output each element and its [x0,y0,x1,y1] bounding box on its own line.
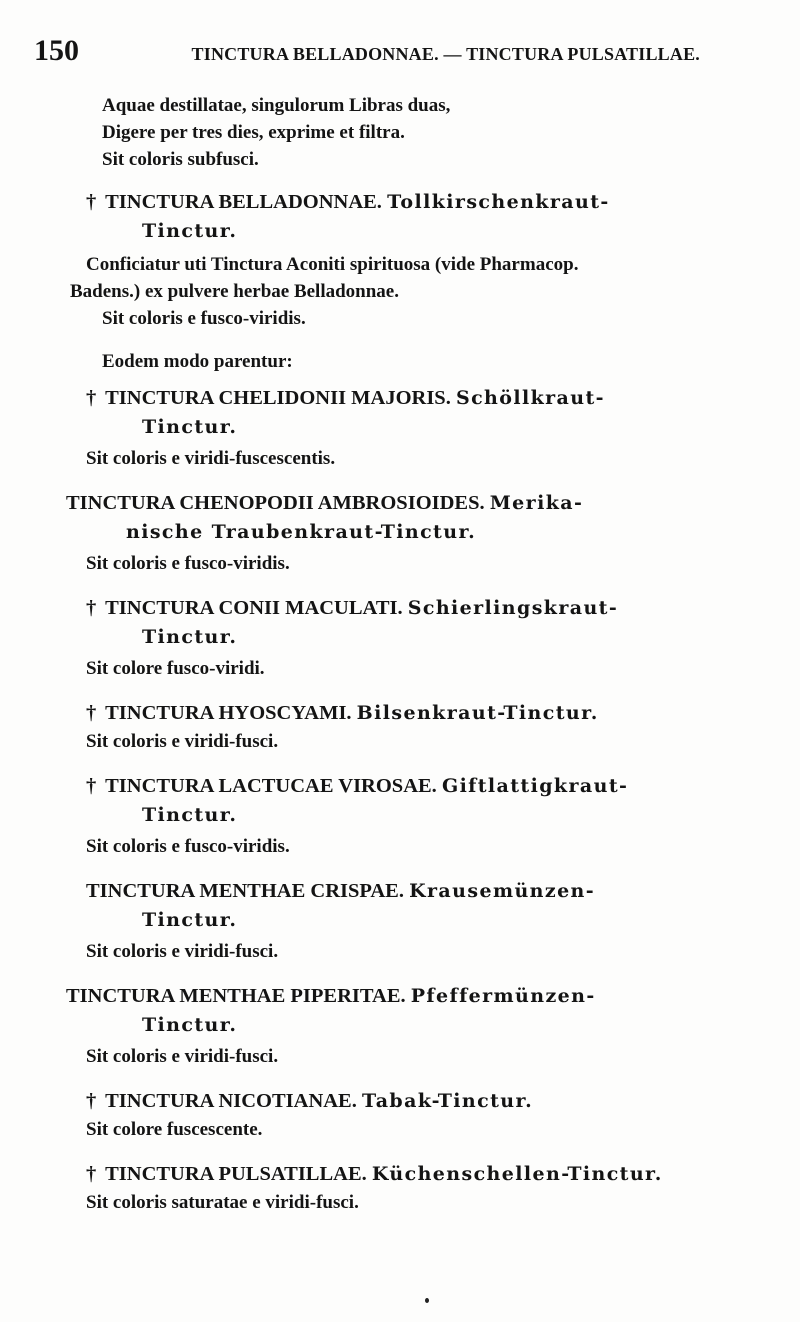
dagger-mark: † [86,387,97,409]
body-line: Sit coloris e viridi-fusci. [86,731,279,752]
german-name-cont: Tinctur. [142,1014,238,1036]
entry-title [86,771,786,801]
german-name-cont: Tinctur. [142,909,238,931]
body-line: Sit coloris e fusco-viridis. [86,553,290,574]
german-name: Tabak-Tinctur. [362,1090,534,1112]
body-line: Conficiatur uti Tinctura Aconiti spirituosa (vide Pharmacop. [86,254,579,275]
dagger-mark: † [86,1090,97,1112]
dagger-mark: † [86,702,97,724]
german-name: Küchenschellen-Tinctur. [371,1163,663,1185]
entry-conii [86,593,786,682]
entry-title [86,383,786,413]
latin-name: TINCTURA HYOSCYAMI. [105,702,352,724]
german-name: Krausemünzen- [409,880,596,902]
german-name: Merika- [489,492,584,514]
entry-menthae-crispae [86,876,786,965]
body-line: Sit coloris saturatae e viridi-fusci. [86,1192,359,1213]
entry-title [86,1159,786,1189]
entry-chenopodii [30,488,786,577]
entry-hyoscyami [86,698,786,755]
latin-name: TINCTURA MENTHAE PIPERITAE. [66,985,406,1007]
body-line: Badens.) ex pulvere herbae Belladonnae. [70,281,399,302]
entry-title [66,981,786,1011]
entry-title [86,698,786,728]
body-line: Sit coloris e viridi-fuscescentis. [86,448,336,469]
entry-title [30,488,786,518]
entry-title [86,876,786,906]
body-line: Sit coloris e viridi-fusci. [86,1046,279,1067]
entry-title [86,187,786,217]
body-line: Eodem modo parentur: [102,351,293,372]
entry-pulsatillae [86,1159,786,1216]
german-name: Tollkirschenkraut- [387,191,610,213]
german-name-cont: Tinctur. [142,804,238,826]
german-name-cont: nische Traubenkraut-Tinctur. [126,521,477,543]
german-name: Bilsenkraut-Tinctur. [356,702,599,724]
body-line: Sit colore fusco-viridi. [86,658,265,679]
ink-dot [425,1298,429,1303]
german-name: Schierlingskraut- [407,597,619,619]
german-name: Schöllkraut- [455,387,605,409]
page-header [34,34,700,68]
dagger-mark: † [86,775,97,797]
latin-name: TINCTURA CHENOPODII AMBROSIOIDES. [66,492,485,514]
intro-line: Sit coloris subfusci. [102,149,259,170]
entry-belladonnae [70,187,786,375]
entry-menthae-piperitae [66,981,786,1070]
entry-lactucae [86,771,786,860]
latin-name: TINCTURA PULSATILLAE. [105,1163,367,1185]
body-line: Sit coloris e fusco-viridis. [102,308,306,329]
dagger-mark: † [86,597,97,619]
entry-title [86,1086,786,1116]
body-line: Sit colore fuscescente. [86,1119,263,1140]
intro-line: Digere per tres dies, exprime et filtra. [102,122,405,143]
entry-title [86,593,786,623]
latin-name: TINCTURA CHELIDONII MAJORIS. [105,387,451,409]
page-number: 150 [34,34,79,67]
latin-name: TINCTURA MENTHAE CRISPAE. [86,880,404,902]
entry-chelidonii [86,383,786,472]
body-line: Sit coloris e fusco-viridis. [86,836,290,857]
german-name-cont: Tinctur. [142,416,238,438]
latin-name: TINCTURA LACTUCAE VIROSAE. [105,775,437,797]
german-name: Pfeffermünzen- [410,985,596,1007]
body-line: Sit coloris e viridi-fusci. [86,941,279,962]
latin-name: TINCTURA BELLADONNAE. [105,191,382,213]
dagger-mark: † [86,191,97,213]
latin-name: TINCTURA CONII MACULATI. [105,597,403,619]
german-name-cont: Tinctur. [142,220,238,242]
entry-nicotianae [86,1086,786,1143]
page-body [66,92,786,1216]
german-name: Giftlattigkraut- [441,775,629,797]
running-head: TINCTURA BELLADONNAE. — TINCTURA PULSATILLAE. [191,44,700,64]
latin-name: TINCTURA NICOTIANAE. [105,1090,357,1112]
dagger-mark: † [86,1163,97,1185]
intro-line: Aquae destillatae, singulorum Libras duas, [102,95,451,116]
german-name-cont: Tinctur. [142,626,238,648]
